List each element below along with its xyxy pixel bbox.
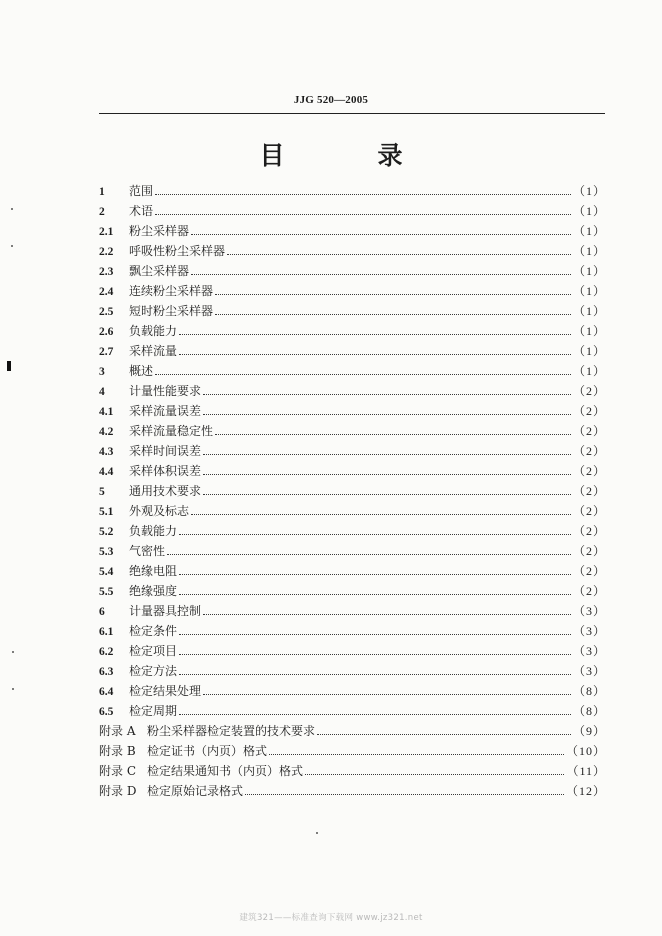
toc-entry-label: 绝缘强度	[129, 584, 178, 598]
toc-entry-page: （2）	[572, 524, 606, 538]
toc-entry-label: 短时粉尘采样器	[129, 304, 214, 318]
toc-entry	[99, 181, 606, 201]
toc-entry-number: 附录 A	[99, 724, 136, 738]
toc-entry	[99, 281, 606, 301]
toc-entry-number: 4.3	[99, 446, 114, 458]
table-of-contents	[99, 181, 606, 801]
toc-entry-label: 计量器具控制	[129, 604, 202, 618]
toc-entry-page: （2）	[572, 444, 606, 458]
toc-entry-page: （1）	[572, 204, 606, 218]
toc-entry-number: 2.5	[99, 306, 114, 318]
toc-entry	[99, 321, 606, 341]
toc-leader-dots	[155, 374, 571, 375]
toc-entry-label: 采样流量误差	[129, 404, 202, 418]
toc-entry-number: 5.3	[99, 546, 114, 558]
toc-entry-page: （2）	[572, 544, 606, 558]
toc-entry-page: （9）	[572, 724, 606, 738]
toc-entry	[99, 701, 606, 721]
toc-entry-page: （1）	[572, 364, 606, 378]
toc-entry-page: （1）	[572, 284, 606, 298]
toc-entry	[99, 461, 606, 481]
toc-entry	[99, 681, 606, 701]
toc-entry-page: （1）	[572, 224, 606, 238]
toc-leader-dots	[203, 474, 571, 475]
toc-entry-number: 6.3	[99, 666, 114, 678]
toc-leader-dots	[179, 354, 571, 355]
toc-entry-number: 附录 D	[99, 784, 137, 798]
toc-entry	[99, 421, 606, 441]
toc-leader-dots	[179, 634, 571, 635]
toc-leader-dots	[227, 254, 571, 255]
toc-leader-dots	[167, 554, 571, 555]
toc-entry-label: 检定项目	[129, 644, 178, 658]
toc-entry	[99, 781, 606, 801]
toc-entry-number: 5.4	[99, 566, 114, 578]
toc-leader-dots	[191, 514, 571, 515]
toc-leader-dots	[203, 614, 571, 615]
toc-entry	[99, 601, 606, 621]
toc-entry-label: 检定原始记录格式	[147, 784, 244, 798]
toc-entry-label: 粉尘采样器检定装置的技术要求	[147, 724, 316, 738]
toc-entry	[99, 761, 606, 781]
page-title: 目 录	[259, 141, 437, 170]
toc-entry-label: 负载能力	[129, 524, 178, 538]
toc-entry	[99, 381, 606, 401]
toc-entry	[99, 501, 606, 521]
toc-entry-page: （1）	[572, 184, 606, 198]
toc-entry-page: （10）	[565, 744, 606, 758]
toc-entry-page: （2）	[572, 424, 606, 438]
toc-entry-number: 5	[99, 486, 105, 498]
toc-entry-label: 飘尘采样器	[129, 264, 190, 278]
toc-entry	[99, 721, 606, 741]
toc-entry-label: 检定结果通知书（内页）格式	[147, 764, 304, 778]
toc-entry-label: 检定周期	[129, 704, 178, 718]
toc-leader-dots	[179, 334, 571, 335]
toc-entry	[99, 541, 606, 561]
toc-entry-page: （1）	[572, 344, 606, 358]
toc-entry-label: 连续粉尘采样器	[129, 284, 214, 298]
toc-leader-dots	[179, 674, 571, 675]
toc-entry-page: （3）	[572, 664, 606, 678]
toc-entry-label: 通用技术要求	[129, 484, 202, 498]
toc-entry	[99, 201, 606, 221]
scan-speck	[11, 208, 13, 210]
toc-entry-number: 6.2	[99, 646, 114, 658]
toc-entry-label: 检定方法	[129, 664, 178, 678]
scan-speck	[11, 245, 13, 247]
toc-entry-number: 5.2	[99, 526, 114, 538]
toc-entry-page: （1）	[572, 304, 606, 318]
toc-leader-dots	[305, 774, 564, 775]
toc-leader-dots	[203, 694, 571, 695]
toc-entry-label: 负载能力	[129, 324, 178, 338]
toc-entry	[99, 581, 606, 601]
scan-speck	[12, 651, 14, 653]
toc-leader-dots	[179, 594, 571, 595]
toc-entry	[99, 561, 606, 581]
toc-entry-label: 采样时间误差	[129, 444, 202, 458]
toc-leader-dots	[179, 654, 571, 655]
toc-entry	[99, 521, 606, 541]
toc-entry-label: 粉尘采样器	[129, 224, 190, 238]
toc-leader-dots	[179, 574, 571, 575]
toc-entry-label: 外观及标志	[129, 504, 190, 518]
toc-entry-number: 附录 C	[99, 764, 136, 778]
scan-margin-mark	[7, 361, 11, 371]
toc-entry-page: （2）	[572, 384, 606, 398]
toc-leader-dots	[203, 494, 571, 495]
toc-entry-number: 3	[99, 366, 105, 378]
toc-entry-page: （2）	[572, 564, 606, 578]
toc-entry-page: （3）	[572, 644, 606, 658]
toc-leader-dots	[203, 454, 571, 455]
header-rule	[99, 113, 605, 114]
toc-entry-number: 6.4	[99, 686, 114, 698]
toc-leader-dots	[215, 314, 571, 315]
toc-entry-page: （8）	[572, 704, 606, 718]
toc-entry-label: 检定条件	[129, 624, 178, 638]
toc-entry	[99, 221, 606, 241]
toc-entry-label: 采样流量	[129, 344, 178, 358]
toc-entry-page: （2）	[572, 464, 606, 478]
scan-speck	[316, 832, 318, 834]
toc-leader-dots	[215, 294, 571, 295]
toc-entry-page: （1）	[572, 244, 606, 258]
toc-entry-number: 2.3	[99, 266, 114, 278]
toc-entry-number: 1	[99, 186, 105, 198]
toc-leader-dots	[245, 794, 564, 795]
toc-entry-number: 4	[99, 386, 105, 398]
toc-leader-dots	[203, 394, 571, 395]
toc-entry-number: 5.5	[99, 586, 114, 598]
toc-leader-dots	[215, 434, 571, 435]
toc-entry-number: 5.1	[99, 506, 114, 518]
toc-entry-number: 6.5	[99, 706, 114, 718]
toc-entry-number: 6	[99, 606, 105, 618]
toc-entry	[99, 241, 606, 261]
toc-entry-page: （2）	[572, 584, 606, 598]
toc-entry-page: （2）	[572, 404, 606, 418]
toc-entry	[99, 661, 606, 681]
toc-entry-number: 4.1	[99, 406, 114, 418]
toc-entry-number: 2.7	[99, 346, 114, 358]
toc-entry-page: （11）	[566, 764, 606, 778]
toc-leader-dots	[179, 714, 571, 715]
toc-leader-dots	[179, 534, 571, 535]
toc-leader-dots	[317, 734, 571, 735]
toc-entry-number: 附录 B	[99, 744, 136, 758]
toc-entry-label: 采样体积误差	[129, 464, 202, 478]
toc-leader-dots	[155, 214, 571, 215]
toc-entry-label: 检定结果处理	[129, 684, 202, 698]
toc-entry	[99, 401, 606, 421]
footer-watermark: 建筑321——标准查询下载网 www.jz321.net	[239, 913, 423, 923]
toc-entry	[99, 341, 606, 361]
toc-entry	[99, 621, 606, 641]
toc-entry	[99, 481, 606, 501]
toc-entry	[99, 301, 606, 321]
toc-leader-dots	[191, 274, 571, 275]
toc-entry-label: 气密性	[129, 544, 166, 558]
toc-entry-number: 2.2	[99, 246, 114, 258]
toc-entry-page: （12）	[565, 784, 606, 798]
toc-entry-label: 绝缘电阻	[129, 564, 178, 578]
toc-entry-number: 4.2	[99, 426, 114, 438]
toc-entry	[99, 441, 606, 461]
toc-entry-page: （2）	[572, 504, 606, 518]
toc-entry-number: 2	[99, 206, 105, 218]
scan-speck	[12, 688, 14, 690]
toc-entry	[99, 261, 606, 281]
toc-entry	[99, 361, 606, 381]
toc-entry-label: 范围	[129, 184, 154, 198]
toc-leader-dots	[203, 414, 571, 415]
toc-entry	[99, 641, 606, 661]
toc-entry-page: （3）	[572, 624, 606, 638]
toc-leader-dots	[269, 754, 564, 755]
toc-entry-page: （1）	[572, 324, 606, 338]
toc-entry-number: 6.1	[99, 626, 114, 638]
toc-entry-page: （1）	[572, 264, 606, 278]
toc-entry-label: 术语	[129, 204, 154, 218]
toc-entry-number: 2.6	[99, 326, 114, 338]
toc-entry-label: 概述	[129, 364, 154, 378]
toc-entry-page: （2）	[572, 484, 606, 498]
toc-entry	[99, 741, 606, 761]
toc-entry-label: 计量性能要求	[129, 384, 202, 398]
toc-entry-number: 2.4	[99, 286, 114, 298]
toc-entry-label: 呼吸性粉尘采样器	[129, 244, 226, 258]
toc-leader-dots	[191, 234, 571, 235]
toc-leader-dots	[155, 194, 571, 195]
toc-entry-page: （8）	[572, 684, 606, 698]
toc-entry-number: 4.4	[99, 466, 114, 478]
standard-code-header: JJG 520—2005	[293, 94, 369, 106]
toc-entry-page: （3）	[572, 604, 606, 618]
toc-entry-number: 2.1	[99, 226, 114, 238]
toc-entry-label: 采样流量稳定性	[129, 424, 214, 438]
toc-entry-label: 检定证书（内页）格式	[147, 744, 268, 758]
